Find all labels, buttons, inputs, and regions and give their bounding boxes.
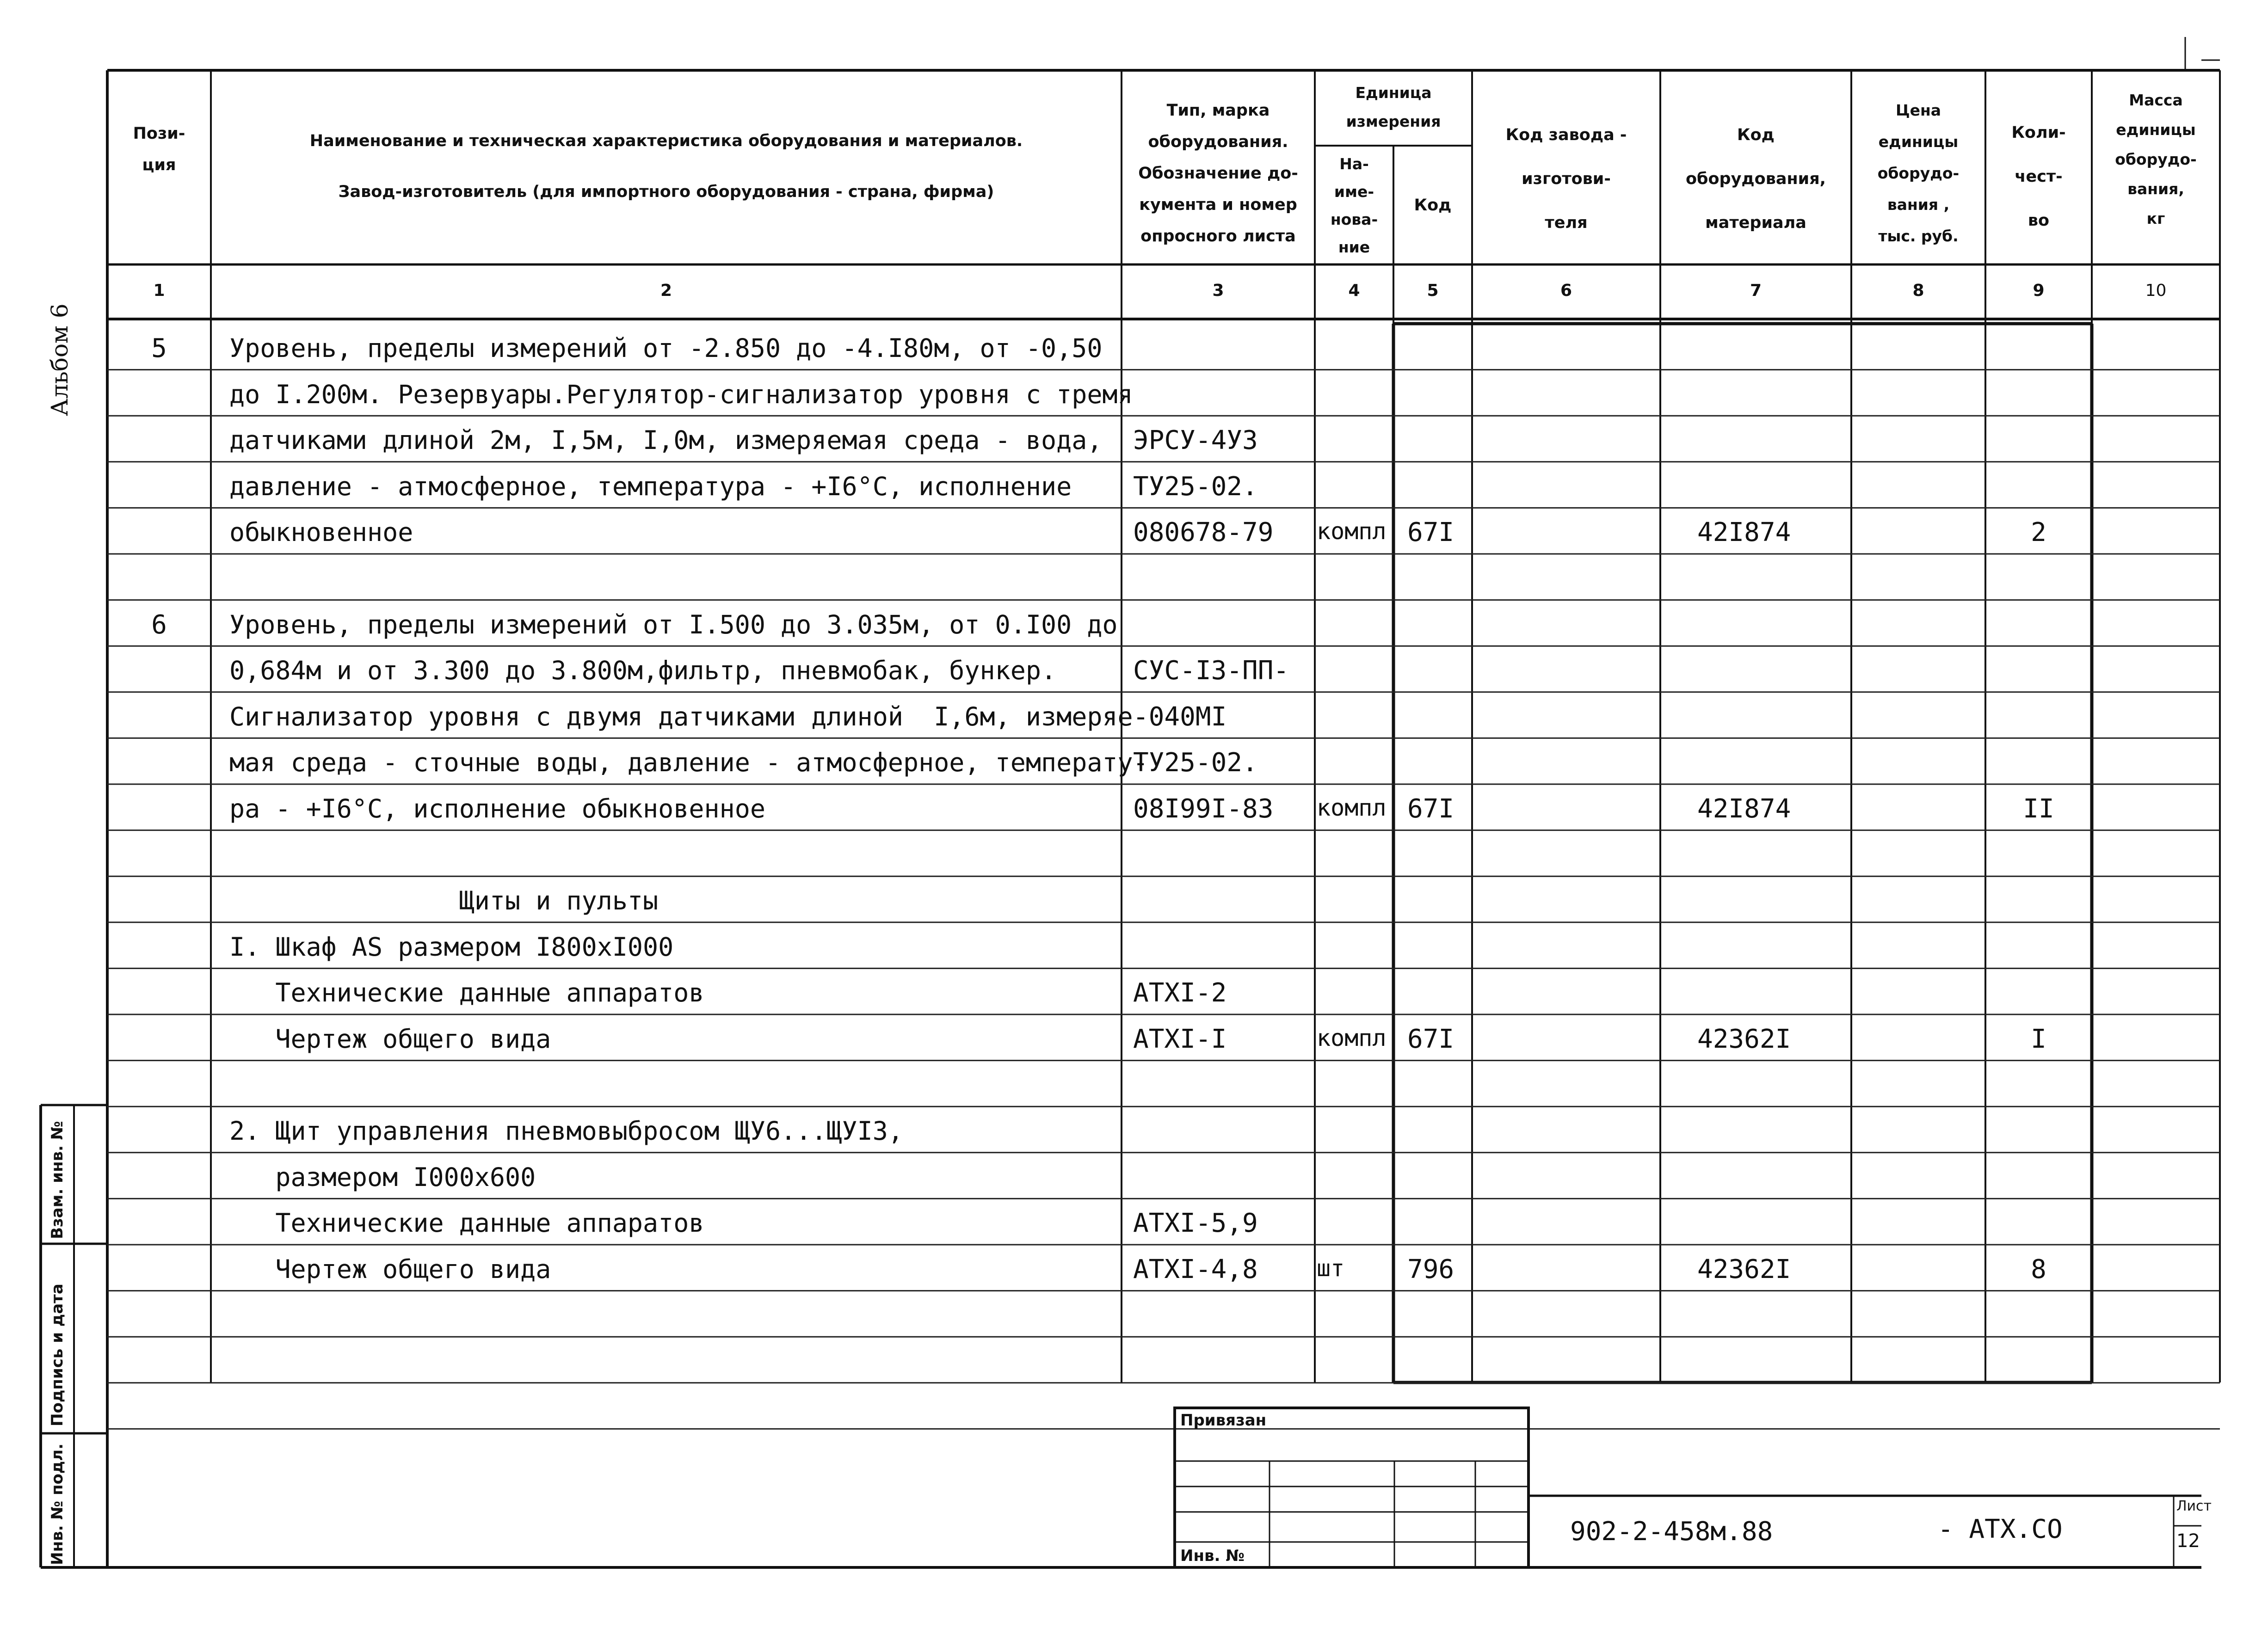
- header-col2: Наименование и техническая характеристика оборудования и материалов. Завод-изготовитель (для импортного оборудования - страна, фирма): [309, 132, 1023, 201]
- cell-quantity: 8: [2031, 1254, 2046, 1284]
- cell-quantity: II: [2023, 794, 2054, 824]
- header-col3: Тип, марка оборудования. Обозначение до- кумента и номер опросного листа: [1138, 101, 1298, 246]
- col-number: 5: [1427, 281, 1439, 300]
- cell-position: 6: [151, 609, 167, 640]
- cell-name: Уровень, пределы измерений от I.500 до 3.035м, от 0.I00 до: [229, 609, 1118, 639]
- header-col5: Код: [1414, 196, 1452, 215]
- cell-unit-name: компл: [1317, 1025, 1387, 1051]
- stamp-inv-no: Инв. №: [1180, 1547, 1245, 1565]
- cell-unit-name: шт: [1317, 1255, 1345, 1282]
- sheet-number: 12: [2176, 1530, 2200, 1552]
- sheet-label: Лист: [2176, 1498, 2212, 1514]
- cell-type-mark: АТХI-2: [1133, 978, 1227, 1008]
- cell-name: 2. Щит управления пневмовыбросом ЩУ6...ЩУI3,: [229, 1116, 903, 1146]
- cell-quantity: 2: [2031, 517, 2046, 548]
- cell-name: датчиками длиной 2м, I,5м, I,0м, измеряемая среда - вода,: [229, 425, 1103, 455]
- col-number: 7: [1750, 281, 1762, 300]
- header-col8: Цена единицы оборудо- вания , тыс. руб.: [1877, 101, 1960, 245]
- cell-name: Уровень, пределы измерений от -2.850 до -4.I80м, от -0,50: [229, 333, 1103, 363]
- col-number: 6: [1560, 281, 1572, 300]
- cell-unit-code: 67I: [1407, 1024, 1454, 1054]
- side-label-inv-podl: Инв. № подл.: [48, 1443, 67, 1565]
- cell-position: 5: [151, 333, 167, 363]
- document-code: 902-2-458м.88: [1570, 1517, 1773, 1547]
- cell-unit-name: компл: [1317, 794, 1387, 821]
- cell-type-mark: ТУ25-02.: [1133, 471, 1258, 502]
- cell-name: Чертеж общего вида: [229, 1254, 551, 1284]
- cell-type-mark: 080678-79: [1133, 517, 1274, 548]
- cell-type-mark: ЭРСУ-4У3: [1133, 425, 1258, 456]
- cell-equipment-code: 42362I: [1697, 1024, 1791, 1054]
- cell-name: Щиты и пульты: [229, 886, 659, 916]
- cell-name: ра - +I6°С, исполнение обыкновенное: [229, 794, 765, 823]
- cell-type-mark: -040МI: [1133, 701, 1227, 732]
- header-col6: Код завода - изготови- теля: [1505, 126, 1627, 232]
- header-col4: На- име- нова- ние: [1330, 155, 1378, 256]
- cell-equipment-code: 42I874: [1697, 794, 1791, 824]
- col-number: 1: [153, 281, 165, 300]
- album-label: Альбом 6: [46, 303, 73, 416]
- cell-type-mark: ТУ25-02.: [1133, 748, 1258, 778]
- document-mark: - АТХ.СО: [1938, 1514, 2063, 1544]
- cell-name: мая среда - сточные воды, давление - атмосферное, температу-: [229, 748, 1148, 778]
- side-label-podpis-data: Подпись и дата: [48, 1284, 67, 1426]
- cell-type-mark: СУС-I3-ПП-: [1133, 656, 1289, 686]
- cell-type-mark: 08I99I-83: [1133, 794, 1274, 824]
- col-number: 4: [1348, 281, 1360, 300]
- header-col7: Код оборудования, материала: [1686, 126, 1826, 232]
- cell-name: давление - атмосферное, температура - +I6°С, исполнение: [229, 471, 1072, 501]
- col-number: 9: [2033, 281, 2045, 300]
- cell-unit-code: 67I: [1407, 794, 1454, 824]
- cell-equipment-code: 42362I: [1697, 1254, 1791, 1284]
- cell-name: размером I000x600: [229, 1162, 536, 1192]
- side-label-vzam-inv: Взам. инв. №: [48, 1121, 67, 1239]
- cell-name: 0,684м и от 3.300 до 3.800м,фильтр, пневмобак, бункер.: [229, 656, 1057, 686]
- cell-unit-code: 67I: [1407, 517, 1454, 548]
- cell-type-mark: АТХI-I: [1133, 1024, 1227, 1054]
- col-number: 2: [660, 281, 672, 300]
- cell-name: до I.200м. Резервуары.Регулятор-сигнализатор уровня с тремя: [229, 379, 1133, 409]
- header-col9: Коли- чест- во: [2011, 123, 2066, 230]
- cell-name: обыкновенное: [229, 517, 413, 547]
- header-col1: Пози- ция: [133, 124, 185, 174]
- cell-name: Сигнализатор уровня с двумя датчиками длиной I,6м, измеряе-: [229, 701, 1148, 731]
- header-col10: Масса единицы оборудо- вания, кг: [2115, 91, 2197, 227]
- cell-name: Технические данные аппаратов: [229, 1208, 704, 1238]
- cell-type-mark: АТХI-5,9: [1133, 1208, 1258, 1239]
- cell-name: Технические данные аппаратов: [229, 978, 704, 1008]
- cell-unit-code: 796: [1407, 1254, 1454, 1284]
- col-number: 10: [2145, 281, 2167, 300]
- col-number: 8: [1912, 281, 1924, 300]
- header-col45-unit: Единица измерения: [1346, 84, 1441, 130]
- cell-type-mark: АТХI-4,8: [1133, 1254, 1258, 1284]
- cell-name: Чертеж общего вида: [229, 1024, 551, 1054]
- col-number: 3: [1212, 281, 1224, 300]
- cell-quantity: I: [2031, 1024, 2046, 1054]
- stamp-privyazan: Привязан: [1180, 1411, 1267, 1430]
- cell-unit-name: компл: [1317, 518, 1387, 545]
- cell-equipment-code: 42I874: [1697, 517, 1791, 548]
- cell-name: I. Шкаф AS размером I800xI000: [229, 932, 674, 962]
